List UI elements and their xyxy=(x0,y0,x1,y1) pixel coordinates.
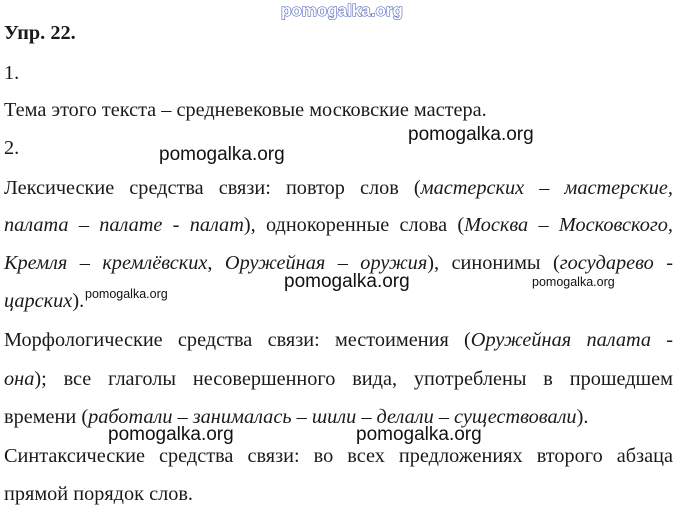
syntactic-line-1: Синтаксические средства связи: во всех предложениях второго абзаца xyxy=(4,445,673,467)
item-number-2: 2. xyxy=(4,137,20,159)
watermark: pomogalka.org xyxy=(159,144,285,165)
morphological-line-2: она); все глаголы несовершенного вида, употреблены в прошедшем xyxy=(4,368,673,390)
lexical-line-1: Лексические средства связи: повтор слов (мастерских – мастерские, xyxy=(4,177,673,199)
lexical-line-4: царских). xyxy=(4,290,85,312)
watermark: pomogalka.org xyxy=(284,271,410,292)
lexical-line-2: палата – палате - палат), однокоренные слова (Москва – Московского, xyxy=(4,214,673,236)
morphological-line-1: Морфологические средства связи: местоимения (Оружейная палата - xyxy=(4,329,674,351)
watermark: pomogalka.org xyxy=(408,124,534,145)
watermark-top: pomogalka.org xyxy=(281,1,403,20)
exercise-title: Упр. 22. xyxy=(4,22,76,44)
watermark: pomogalka.org xyxy=(356,424,482,445)
watermark: pomogalka.org xyxy=(108,424,234,445)
topic-paragraph: Тема этого текста – средневековые московские мастера. xyxy=(4,99,487,121)
morphological-line-3: времени (работали – занималась – шили – делали – существовали). xyxy=(4,406,589,428)
watermark-small: pomogalka.org xyxy=(532,275,615,289)
lexical-line-3: Кремля – кремлёвских, Оружейная – оружия), синонимы (государево - xyxy=(4,252,673,274)
item-number-1: 1. xyxy=(4,62,20,84)
watermark-small: pomogalka.org xyxy=(85,287,168,301)
syntactic-line-2: прямой порядок слов. xyxy=(4,483,193,505)
